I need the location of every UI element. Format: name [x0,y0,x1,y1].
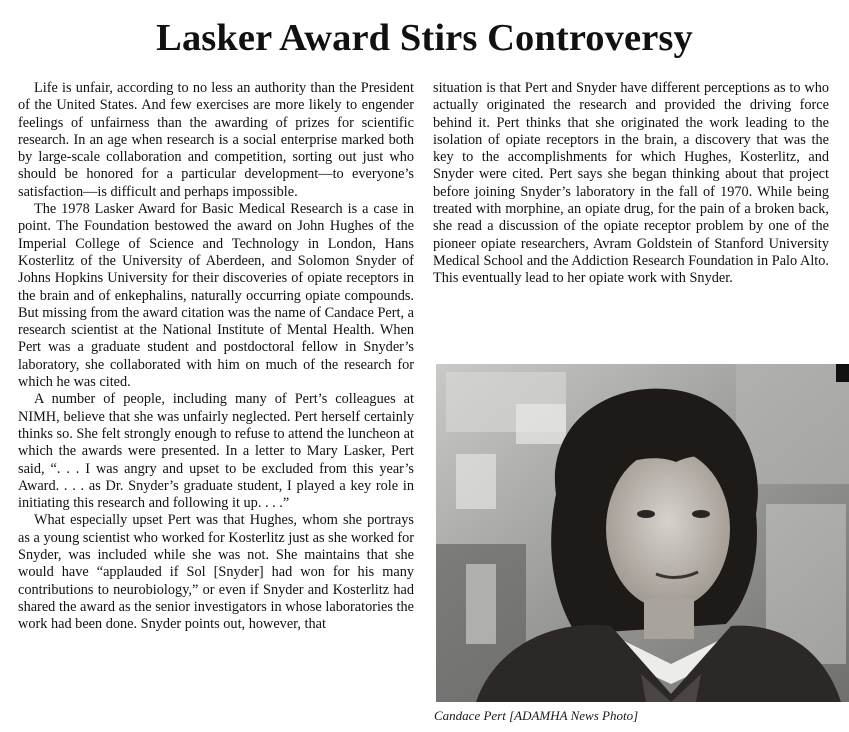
paragraph: Life is unfair, according to no less an authority than the President of the United States. And few exercises are more likely to engender feelings of unfairness than the awarding of prizes for scientific research. In an age when research is a social enterprise marked both by large-scale collaboration and competition, sorting out just who should be honored for a particular development—to everyone’s satisfaction—is difficult and perhaps impossible. [18,80,414,200]
article-column-left [18,80,414,634]
paragraph: A number of people, including many of Pert’s colleagues at NIMH, believe that she was unfairly neglected. Pert herself certainly thinks so. She felt strongly enough to refuse to attend the luncheon at which the awards were presented. In a letter to Mary Lasker, Pert said, “. . . I was angry and upset to be excluded from this year’s Award. . . . as Dr. Snyder’s graduate student, I played a key role in initiating this research and following it up. . . .” [18,391,414,512]
paragraph: What especially upset Pert was that Hughes, whom she portrays as a young scientist who worked for Kosterlitz just as she worked for Snyder, was included while she was not. She maintains that she would have “applauded if Sol [Snyder] had won for his many contributions to neurobiology,” or even if Snyder and Kosterlitz had shared the award as the senior investigators in whose laboratories the work had been done. Snyder points out, however, that [18,512,414,633]
headline: Lasker Award Stirs Controversy [156,17,693,59]
portrait-photo-icon [436,364,849,702]
article-column-right [433,80,829,288]
portrait-photo [436,364,849,702]
paragraph: situation is that Pert and Snyder have different perceptions as to who actually originated the research and provided the driving force behind it. Pert thinks that she originated the work leading to the isolation of opiate receptors in the brain, a discovery that was the key to the accomplishments for which Hughes, Kosterlitz, and Snyder were cited. Pert says she began thinking about that project before joining Snyder’s laboratory in the fall of 1970. While being treated with morphine, an opiate drug, for the pain of a broken back, she read a discussion of the opiate receptor problem by one of the pioneer opiate researchers, Avram Goldstein of Stanford University Medical School and the Addiction Research Foundation in Palo Alto. This eventually lead to her opiate work with Snyder. [433,80,829,287]
photo-caption: Candace Pert [ADAMHA News Photo] [434,708,639,723]
paragraph: The 1978 Lasker Award for Basic Medical Research is a case in point. The Foundation bestowed the award on John Hughes of the Imperial College of Science and Technology in London, Hans Kosterlitz of the University of Aberdeen, and Solomon Snyder of Johns Hopkins University for their discoveries of opiate receptors in the brain and of enkephalins, naturally occurring opiate compounds. But missing from the award citation was the name of Candace Pert, a research scientist at the National Institute of Mental Health. When Pert was a graduate student and postdoctoral fellow in Snyder’s laboratory, she collaborated with him on much of the research for which he was cited. [18,201,414,391]
